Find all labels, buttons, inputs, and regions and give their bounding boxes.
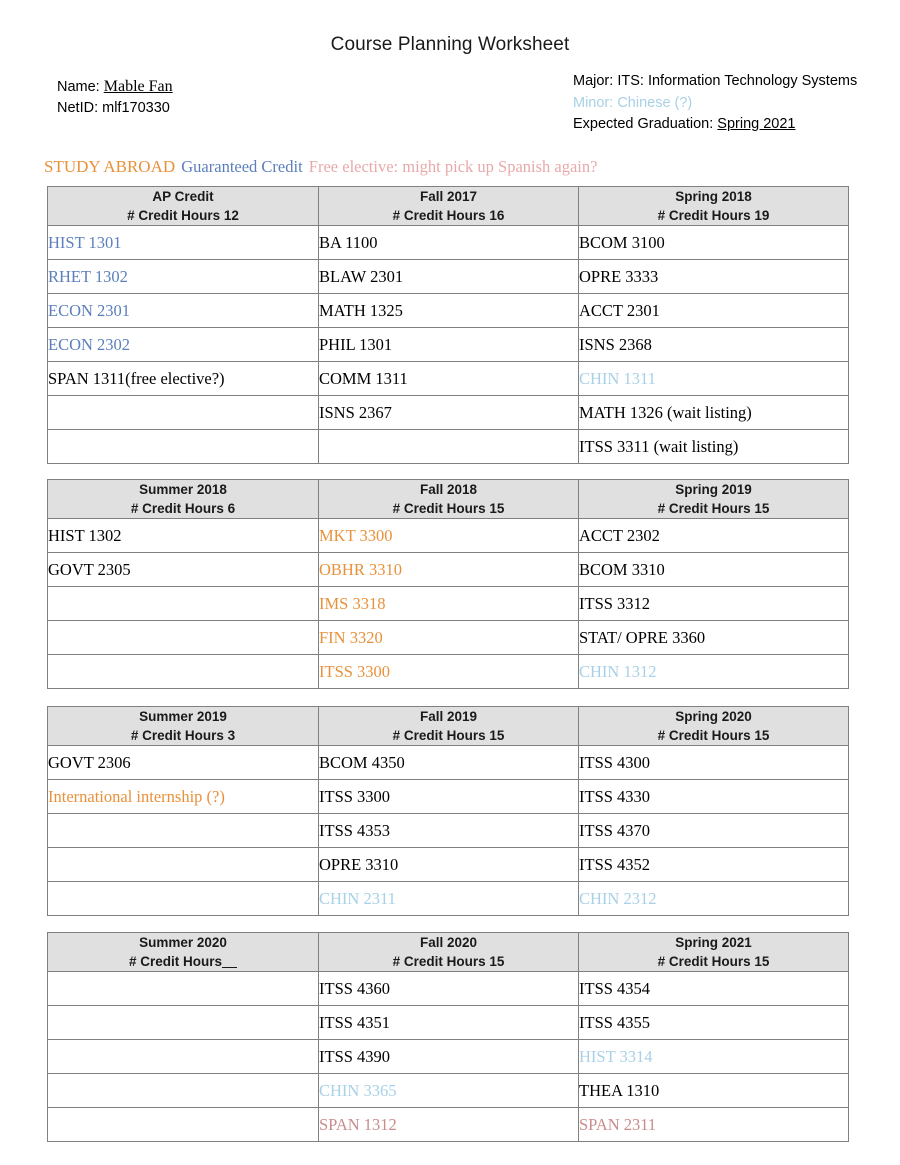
table-row xyxy=(48,882,849,916)
empty-course-cell[interactable] xyxy=(48,814,319,848)
course-cell[interactable]: CHIN 3365 xyxy=(319,1074,579,1108)
course-cell[interactable]: GOVT 2306 xyxy=(48,746,319,780)
course-cell[interactable]: IMS 3318 xyxy=(319,587,579,621)
empty-course-cell[interactable] xyxy=(48,430,319,464)
name-label: Name: xyxy=(57,79,100,95)
credit-hours-label: # Credit Hours 16 xyxy=(392,208,505,223)
course-cell[interactable]: BCOM 3100 xyxy=(579,226,849,260)
term-name: Summer 2020 xyxy=(139,935,227,950)
empty-course-cell[interactable] xyxy=(48,396,319,430)
term-header-cell xyxy=(579,480,849,519)
credit-hours-label: # Credit Hours 3 xyxy=(130,728,236,743)
major-line xyxy=(573,71,873,93)
table-row xyxy=(48,1108,849,1142)
course-cell[interactable]: ITSS 4355 xyxy=(579,1006,849,1040)
term-header-cell xyxy=(579,933,849,972)
table-row xyxy=(48,746,849,780)
credit-hours-label: # Credit Hours 15 xyxy=(657,501,770,516)
course-cell[interactable]: International internship (?) xyxy=(48,780,319,814)
term-name: Summer 2018 xyxy=(139,482,227,497)
term-header-cell xyxy=(48,187,319,226)
empty-course-cell[interactable] xyxy=(48,1074,319,1108)
term-header-cell xyxy=(48,480,319,519)
table-row xyxy=(48,814,849,848)
table-row xyxy=(48,362,849,396)
major-value: ITS: Information Technology Systems xyxy=(617,73,858,89)
course-cell[interactable]: FIN 3320 xyxy=(319,621,579,655)
course-cell[interactable]: ECON 2301 xyxy=(48,294,319,328)
graduation-value: Spring 2021 xyxy=(717,116,796,132)
credit-hours-blank xyxy=(222,954,237,969)
table-row xyxy=(48,1074,849,1108)
course-cell[interactable]: ITSS 3300 xyxy=(319,780,579,814)
course-cell[interactable]: ITSS 3300 xyxy=(319,655,579,689)
table-row xyxy=(48,972,849,1006)
color-legend xyxy=(44,157,599,177)
credit-hours-label: # Credit Hours 6 xyxy=(130,501,236,516)
table-row xyxy=(48,226,849,260)
empty-course-cell[interactable] xyxy=(48,1006,319,1040)
course-cell[interactable]: OPRE 3333 xyxy=(579,260,849,294)
empty-course-cell[interactable] xyxy=(48,1108,319,1142)
empty-course-cell[interactable] xyxy=(48,655,319,689)
netid-label: NetID: xyxy=(57,100,99,116)
graduation-label: Expected Graduation: xyxy=(573,116,714,132)
table-row xyxy=(48,655,849,689)
table-row xyxy=(48,430,849,464)
course-cell[interactable]: BA 1100 xyxy=(319,226,579,260)
course-cell[interactable]: ITSS 4352 xyxy=(579,848,849,882)
course-cell[interactable]: BCOM 4350 xyxy=(319,746,579,780)
graduation-line xyxy=(573,114,873,136)
table-row xyxy=(48,587,849,621)
course-cell[interactable]: ACCT 2302 xyxy=(579,519,849,553)
term-header-cell xyxy=(579,707,849,746)
course-cell[interactable]: CHIN 1312 xyxy=(579,655,849,689)
semester-table xyxy=(47,706,849,916)
table-row xyxy=(48,621,849,655)
term-name: Summer 2019 xyxy=(139,709,227,724)
course-cell[interactable]: ECON 2302 xyxy=(48,328,319,362)
term-name: Fall 2017 xyxy=(419,189,478,204)
term-name: Fall 2019 xyxy=(419,709,478,724)
course-cell[interactable]: RHET 1302 xyxy=(48,260,319,294)
student-netid-line xyxy=(57,98,173,119)
course-cell[interactable]: HIST 3314 xyxy=(579,1040,849,1074)
course-cell[interactable]: MATH 1325 xyxy=(319,294,579,328)
student-name-line xyxy=(57,76,173,98)
student-netid-value: mlf170330 xyxy=(102,100,170,116)
course-cell[interactable]: HIST 1301 xyxy=(48,226,319,260)
course-cell[interactable]: CHIN 1311 xyxy=(579,362,849,396)
term-header-cell xyxy=(319,707,579,746)
table-row xyxy=(48,294,849,328)
course-cell[interactable]: SPAN 1312 xyxy=(319,1108,579,1142)
credit-hours-label: # Credit Hours 15 xyxy=(657,954,770,969)
course-cell[interactable]: MKT 3300 xyxy=(319,519,579,553)
term-name: AP Credit xyxy=(152,189,214,204)
table-row xyxy=(48,260,849,294)
term-name: Fall 2018 xyxy=(419,482,478,497)
course-cell[interactable]: ITSS 4300 xyxy=(579,746,849,780)
table-row xyxy=(48,553,849,587)
legend-study-abroad: STUDY ABROAD xyxy=(44,157,176,176)
empty-course-cell[interactable] xyxy=(48,882,319,916)
empty-course-cell[interactable] xyxy=(48,972,319,1006)
course-cell[interactable]: ITSS 4330 xyxy=(579,780,849,814)
course-cell[interactable]: ITSS 3312 xyxy=(579,587,849,621)
course-cell[interactable]: ITSS 4354 xyxy=(579,972,849,1006)
table-row xyxy=(48,328,849,362)
table-row xyxy=(48,848,849,882)
course-cell[interactable]: OBHR 3310 xyxy=(319,553,579,587)
table-row xyxy=(48,396,849,430)
course-cell[interactable]: COMM 1311 xyxy=(319,362,579,396)
table-header-row xyxy=(48,707,849,746)
course-cell[interactable]: ACCT 2301 xyxy=(579,294,849,328)
page-title: Course Planning Worksheet xyxy=(330,34,570,55)
table-header-row xyxy=(48,187,849,226)
term-header-cell xyxy=(579,187,849,226)
student-identity-block xyxy=(57,76,173,119)
credit-hours-label: # Credit Hours 12 xyxy=(127,208,239,223)
course-cell[interactable]: CHIN 2312 xyxy=(579,882,849,916)
table-header-row xyxy=(48,480,849,519)
course-cell[interactable]: SPAN 2311 xyxy=(579,1108,849,1142)
course-cell[interactable]: HIST 1302 xyxy=(48,519,319,553)
course-cell[interactable]: ITSS 4370 xyxy=(579,814,849,848)
course-cell[interactable]: ISNS 2367 xyxy=(319,396,579,430)
course-cell[interactable]: ITSS 4351 xyxy=(319,1006,579,1040)
term-name: Spring 2021 xyxy=(675,935,752,950)
term-name: Spring 2020 xyxy=(675,709,752,724)
table-header-row xyxy=(48,933,849,972)
table-row xyxy=(48,780,849,814)
empty-course-cell[interactable] xyxy=(319,430,579,464)
course-cell[interactable]: BLAW 2301 xyxy=(319,260,579,294)
term-name: Fall 2020 xyxy=(419,935,478,950)
course-cell[interactable]: SPAN 1311(free elective?) xyxy=(48,362,319,396)
student-name-value: Mable Fan xyxy=(103,78,173,95)
semester-table xyxy=(47,932,849,1142)
course-cell[interactable]: PHIL 1301 xyxy=(319,328,579,362)
term-header-cell xyxy=(319,480,579,519)
term-header-cell xyxy=(319,187,579,226)
legend-free-elective: Free elective: might pick up Spanish again? xyxy=(308,157,598,176)
course-cell[interactable]: ITSS 4353 xyxy=(319,814,579,848)
course-cell[interactable]: ITSS 4390 xyxy=(319,1040,579,1074)
table-row xyxy=(48,519,849,553)
program-info-block xyxy=(573,71,873,136)
course-cell[interactable]: GOVT 2305 xyxy=(48,553,319,587)
term-name: Spring 2018 xyxy=(675,189,752,204)
legend-guaranteed-credit: Guaranteed Credit xyxy=(181,157,303,176)
semester-table xyxy=(47,479,849,689)
term-header-cell xyxy=(48,933,319,972)
major-label: Major: xyxy=(573,73,614,89)
empty-course-cell[interactable] xyxy=(48,1040,319,1074)
credit-hours-label: # Credit Hours xyxy=(48,952,318,971)
course-cell[interactable]: ISNS 2368 xyxy=(579,328,849,362)
credit-hours-label: # Credit Hours 15 xyxy=(392,501,505,516)
credit-hours-label: # Credit Hours 15 xyxy=(392,728,505,743)
term-header-cell xyxy=(48,707,319,746)
table-row xyxy=(48,1006,849,1040)
course-cell[interactable]: MATH 1326 (wait listing) xyxy=(579,396,849,430)
empty-course-cell[interactable] xyxy=(48,621,319,655)
minor-line: Minor: Chinese (?) xyxy=(573,94,693,111)
credit-hours-label: # Credit Hours 15 xyxy=(657,728,770,743)
course-cell[interactable]: BCOM 3310 xyxy=(579,553,849,587)
course-cell[interactable]: ITSS 3311 (wait listing) xyxy=(579,430,849,464)
course-cell[interactable]: OPRE 3310 xyxy=(319,848,579,882)
course-cell[interactable]: ITSS 4360 xyxy=(319,972,579,1006)
credit-hours-label: # Credit Hours 15 xyxy=(392,954,505,969)
empty-course-cell[interactable] xyxy=(48,848,319,882)
empty-course-cell[interactable] xyxy=(48,587,319,621)
term-header-cell xyxy=(319,933,579,972)
semester-table xyxy=(47,186,849,464)
course-cell[interactable]: THEA 1310 xyxy=(579,1074,849,1108)
term-name: Spring 2019 xyxy=(675,482,752,497)
course-cell[interactable]: CHIN 2311 xyxy=(319,882,579,916)
course-cell[interactable]: STAT/ OPRE 3360 xyxy=(579,621,849,655)
table-row xyxy=(48,1040,849,1074)
credit-hours-label: # Credit Hours 19 xyxy=(657,208,770,223)
